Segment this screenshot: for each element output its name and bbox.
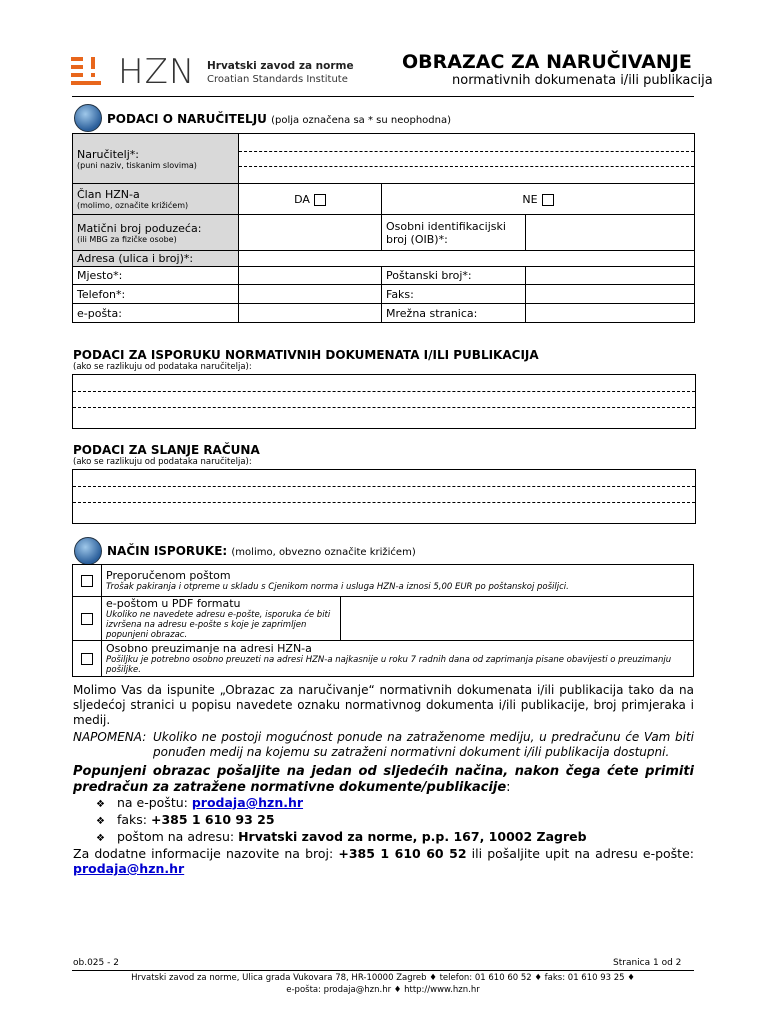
orderer-name-field[interactable] bbox=[239, 134, 695, 184]
info-email-link[interactable]: prodaja@hzn.hr bbox=[73, 861, 185, 876]
instructions-paragraph: Molimo Vas da ispunite „Obrazac za naručivanje“ normativnih dokumenata i/ili publikacija tako da na sljedećoj stranici u popisu navedete oznaku normativnog dokumenta i/ili publikacije, broj primjeraka i medij. bbox=[73, 683, 694, 727]
people-icon bbox=[74, 104, 102, 132]
option-pickup-checkbox[interactable] bbox=[81, 653, 93, 665]
send-email-item: ❖ na e-poštu: prodaja@hzn.hr bbox=[96, 795, 587, 812]
info-paragraph: Za dodatne informacije nazovite na broj: +385 1 610 60 52 ili pošaljite upit na adresu e-pošte: prodaja@hzn.hr bbox=[73, 846, 694, 876]
footer-divider bbox=[72, 970, 694, 971]
address-field[interactable] bbox=[239, 251, 695, 267]
invoice-data-note: (ako se razlikuju od podataka naručitelja): bbox=[73, 457, 252, 467]
send-email-link[interactable]: prodaja@hzn.hr bbox=[191, 795, 304, 810]
header-divider bbox=[72, 96, 694, 97]
option-post-label: Preporučenom poštom bbox=[106, 569, 231, 582]
option-post-cell[interactable] bbox=[73, 565, 102, 597]
fax-label: Faks: bbox=[382, 285, 526, 304]
email-label: e-pošta: bbox=[73, 304, 239, 323]
option-pickup-cell[interactable] bbox=[73, 641, 102, 677]
page-number: Stranica 1 od 2 bbox=[613, 958, 682, 968]
member-yes-cell[interactable]: DA bbox=[239, 184, 382, 215]
footer-contact: e-pošta: prodaja@hzn.hr ♦ http://www.hzn.hr bbox=[286, 985, 480, 995]
city-field[interactable] bbox=[239, 267, 382, 285]
delivery-method-table bbox=[72, 564, 694, 677]
oib-field[interactable] bbox=[526, 215, 695, 251]
institute-name-en: Croatian Standards Institute bbox=[207, 74, 348, 85]
send-instructions-title: Popunjeni obrazac pošaljite na jedan od sljedećih načina, nakon čega ćete primiti predračun za zatražene normativne dokumente/publikacije: bbox=[73, 764, 694, 795]
note-paragraph bbox=[73, 730, 694, 760]
reg-number-field[interactable] bbox=[239, 215, 382, 251]
send-post-item: ❖ poštom na adresu: Hrvatski zavod za norme, p.p. 167, 10002 Zagreb bbox=[96, 829, 587, 846]
form-code: ob.025 - 2 bbox=[73, 958, 119, 968]
option-pickup-note: Pošiljku je potrebno osobno preuzeti na adresi HZN-a najkasnije u roku 7 radnih dana od zaprimanja pisane obavijesti o preuzimanju pošiljke. bbox=[106, 655, 672, 675]
web-field[interactable] bbox=[526, 304, 695, 323]
city-label: Mjesto*: bbox=[73, 267, 239, 285]
invoice-data-field[interactable] bbox=[72, 469, 696, 524]
web-label: Mrežna stranica: bbox=[382, 304, 526, 323]
note-label: NAPOMENA: bbox=[73, 730, 147, 744]
send-methods-list bbox=[96, 795, 587, 846]
delivery-icon bbox=[74, 537, 102, 565]
address-label: Adresa (ulica i broj)*: bbox=[73, 251, 239, 267]
postal-field[interactable] bbox=[526, 267, 695, 285]
note-text: Ukoliko ne postoji mogućnost ponude na zatraženome mediju, u predračunu će Vam biti ponuđen medij na kojemu su zatraženi normativni dokument i/ili publikacija dostupni. bbox=[153, 730, 694, 759]
hzn-logo-icon bbox=[71, 57, 101, 85]
logo-text: HZN bbox=[118, 52, 196, 92]
option-email-note: Ukoliko ne navedete adresu e-pošte, isporuka će biti izvršena na adresu e-pošte s koje je zaprimljen popunjeni obrazac. bbox=[106, 610, 331, 640]
member-yes-checkbox[interactable] bbox=[314, 194, 326, 206]
delivery-method-title: NAČIN ISPORUKE: (molimo, obvezno označite križićem) bbox=[107, 544, 416, 558]
member-no-cell[interactable]: NE bbox=[382, 184, 695, 215]
option-email-label: e-poštom u PDF formatu bbox=[106, 597, 241, 610]
orderer-table bbox=[72, 133, 695, 323]
oib-label: Osobni identifikacijski broj (OIB)*: bbox=[382, 215, 526, 251]
option-post-checkbox[interactable] bbox=[81, 575, 93, 587]
reg-number-label: Matični broj poduzeća: (ili MBG za fizičke osobe) bbox=[73, 215, 239, 251]
option-email-checkbox[interactable] bbox=[81, 613, 93, 625]
option-email-cell[interactable] bbox=[73, 597, 102, 641]
phone-label: Telefon*: bbox=[73, 285, 239, 304]
page-title: OBRAZAC ZA NARUČIVANJE bbox=[402, 51, 692, 73]
phone-field[interactable] bbox=[239, 285, 382, 304]
member-label: Član HZN-a (molimo, označite križićem) bbox=[73, 184, 239, 215]
member-no-checkbox[interactable] bbox=[542, 194, 554, 206]
delivery-data-note: (ako se razlikuju od podataka naručitelja): bbox=[73, 362, 252, 372]
send-fax-item: ❖ faks: +385 1 610 93 25 bbox=[96, 812, 587, 829]
option-email-field[interactable] bbox=[341, 597, 694, 641]
page-subtitle: normativnih dokumenata i/ili publikacija bbox=[452, 73, 713, 88]
email-field[interactable] bbox=[239, 304, 382, 323]
invoice-data-title: PODACI ZA SLANJE RAČUNA bbox=[73, 443, 260, 457]
institute-name-hr: Hrvatski zavod za norme bbox=[207, 60, 354, 72]
delivery-data-field[interactable] bbox=[72, 374, 696, 429]
option-post-note: Trošak pakiranja i otpreme u skladu s Cjenikom norma i usluga HZN-a iznosi 5,00 EUR po poštanskoj pošiljci. bbox=[106, 582, 569, 592]
option-pickup-label: Osobno preuzimanje na adresi HZN-a bbox=[106, 642, 312, 655]
footer-address: Hrvatski zavod za norme, Ulica grada Vukovara 78, HR-10000 Zagreb ♦ telefon: 01 610 60 52 ♦ faks: 01 610 93 25 ♦ bbox=[131, 973, 635, 983]
fax-field[interactable] bbox=[526, 285, 695, 304]
postal-label: Poštanski broj*: bbox=[382, 267, 526, 285]
delivery-data-title: PODACI ZA ISPORUKU NORMATIVNIH DOKUMENATA I/ILI PUBLIKACIJA bbox=[73, 348, 539, 362]
orderer-name-label: Naručitelj*: (puni naziv, tiskanim slovima) bbox=[73, 134, 239, 184]
orderer-section-title: PODACI O NARUČITELJU (polja označena sa * su neophodna) bbox=[107, 112, 452, 126]
